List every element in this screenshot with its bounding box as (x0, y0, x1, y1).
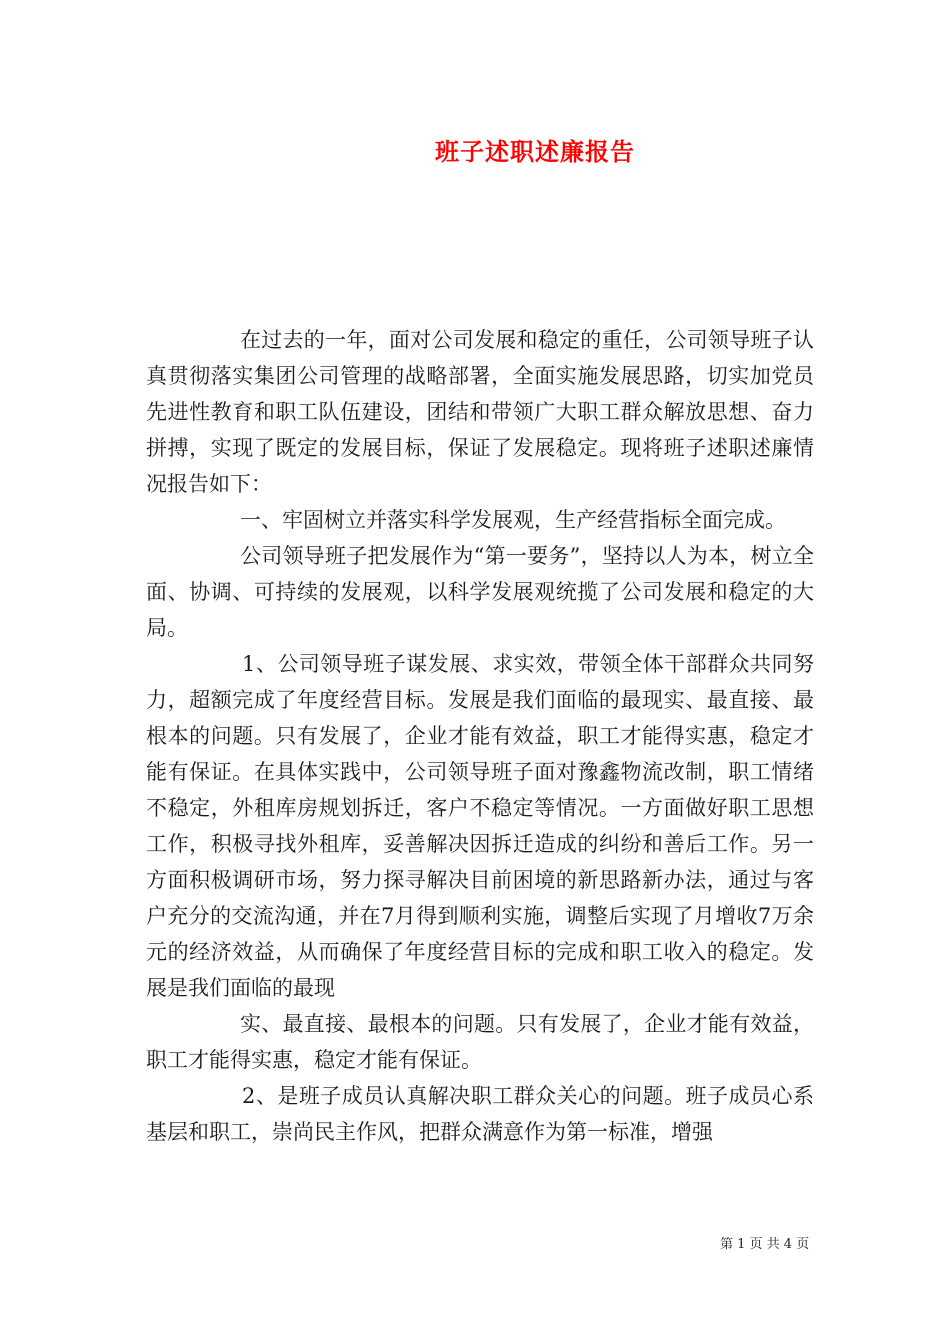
paragraph-item-1-continued: 实、最直接、最根本的问题。只有发展了，企业才能有效益，职工才能得实惠，稳定才能有保证。 (146, 1012, 814, 1072)
paragraph-intro: 在过去的一年，面对公司发展和稳定的重任，公司领导班子认真贯彻落实集团公司管理的战略部署，全面实施发展思路，切实加党员先进性教育和职工队伍建设，团结和带领广大职工群众解放思想、奋力拼搏，实现了既定的发展目标，保证了发展稳定。现将班子述职述廉情况报告如下： (146, 328, 814, 496)
paragraph-development: 公司领导班子把发展作为“第一要务”，坚持以人为本，树立全面、协调、可持续的发展观，以科学发展观统揽了公司发展和稳定的大局。 (146, 544, 814, 640)
paragraph-section-heading: 一、牢固树立并落实科学发展观，生产经营指标全面完成。 (240, 508, 786, 532)
document-title: 班子述职述廉报告 (435, 137, 635, 166)
paragraph-item-2: 2、是班子成员认真解决职工群众关心的问题。班子成员心系基层和职工，崇尚民主作风，把群众满意作为第一标准，增强 (146, 1084, 814, 1144)
paragraph-item-1: 1、公司领导班子谋发展、求实效，带领全体干部群众共同努力，超额完成了年度经营目标。发展是我们面临的最现实、最直接、最根本的问题。只有发展了，企业才能有效益，职工才能得实惠，稳定才能有保证。在具体实践中，公司领导班子面对豫鑫物流改制，职工情绪不稳定，外租库房规划拆迁，客户不稳定等情况。一方面做好职工思想工作，积极寻找外租库，妥善解决因拆迁造成的纠纷和善后工作。另一方面积极调研市场，努力探寻解决目前困境的新思路新办法，通过与客户充分的交流沟通，并在7月得到顺利实施，调整后实现了月增收7万余元的经济效益，从而确保了年度经营目标的完成和职工收入的稳定。发展是我们面临的最现 (146, 652, 814, 1000)
document-body (146, 322, 814, 1150)
page-number-footer: 第 1 页 共 4 页 (720, 1237, 810, 1252)
